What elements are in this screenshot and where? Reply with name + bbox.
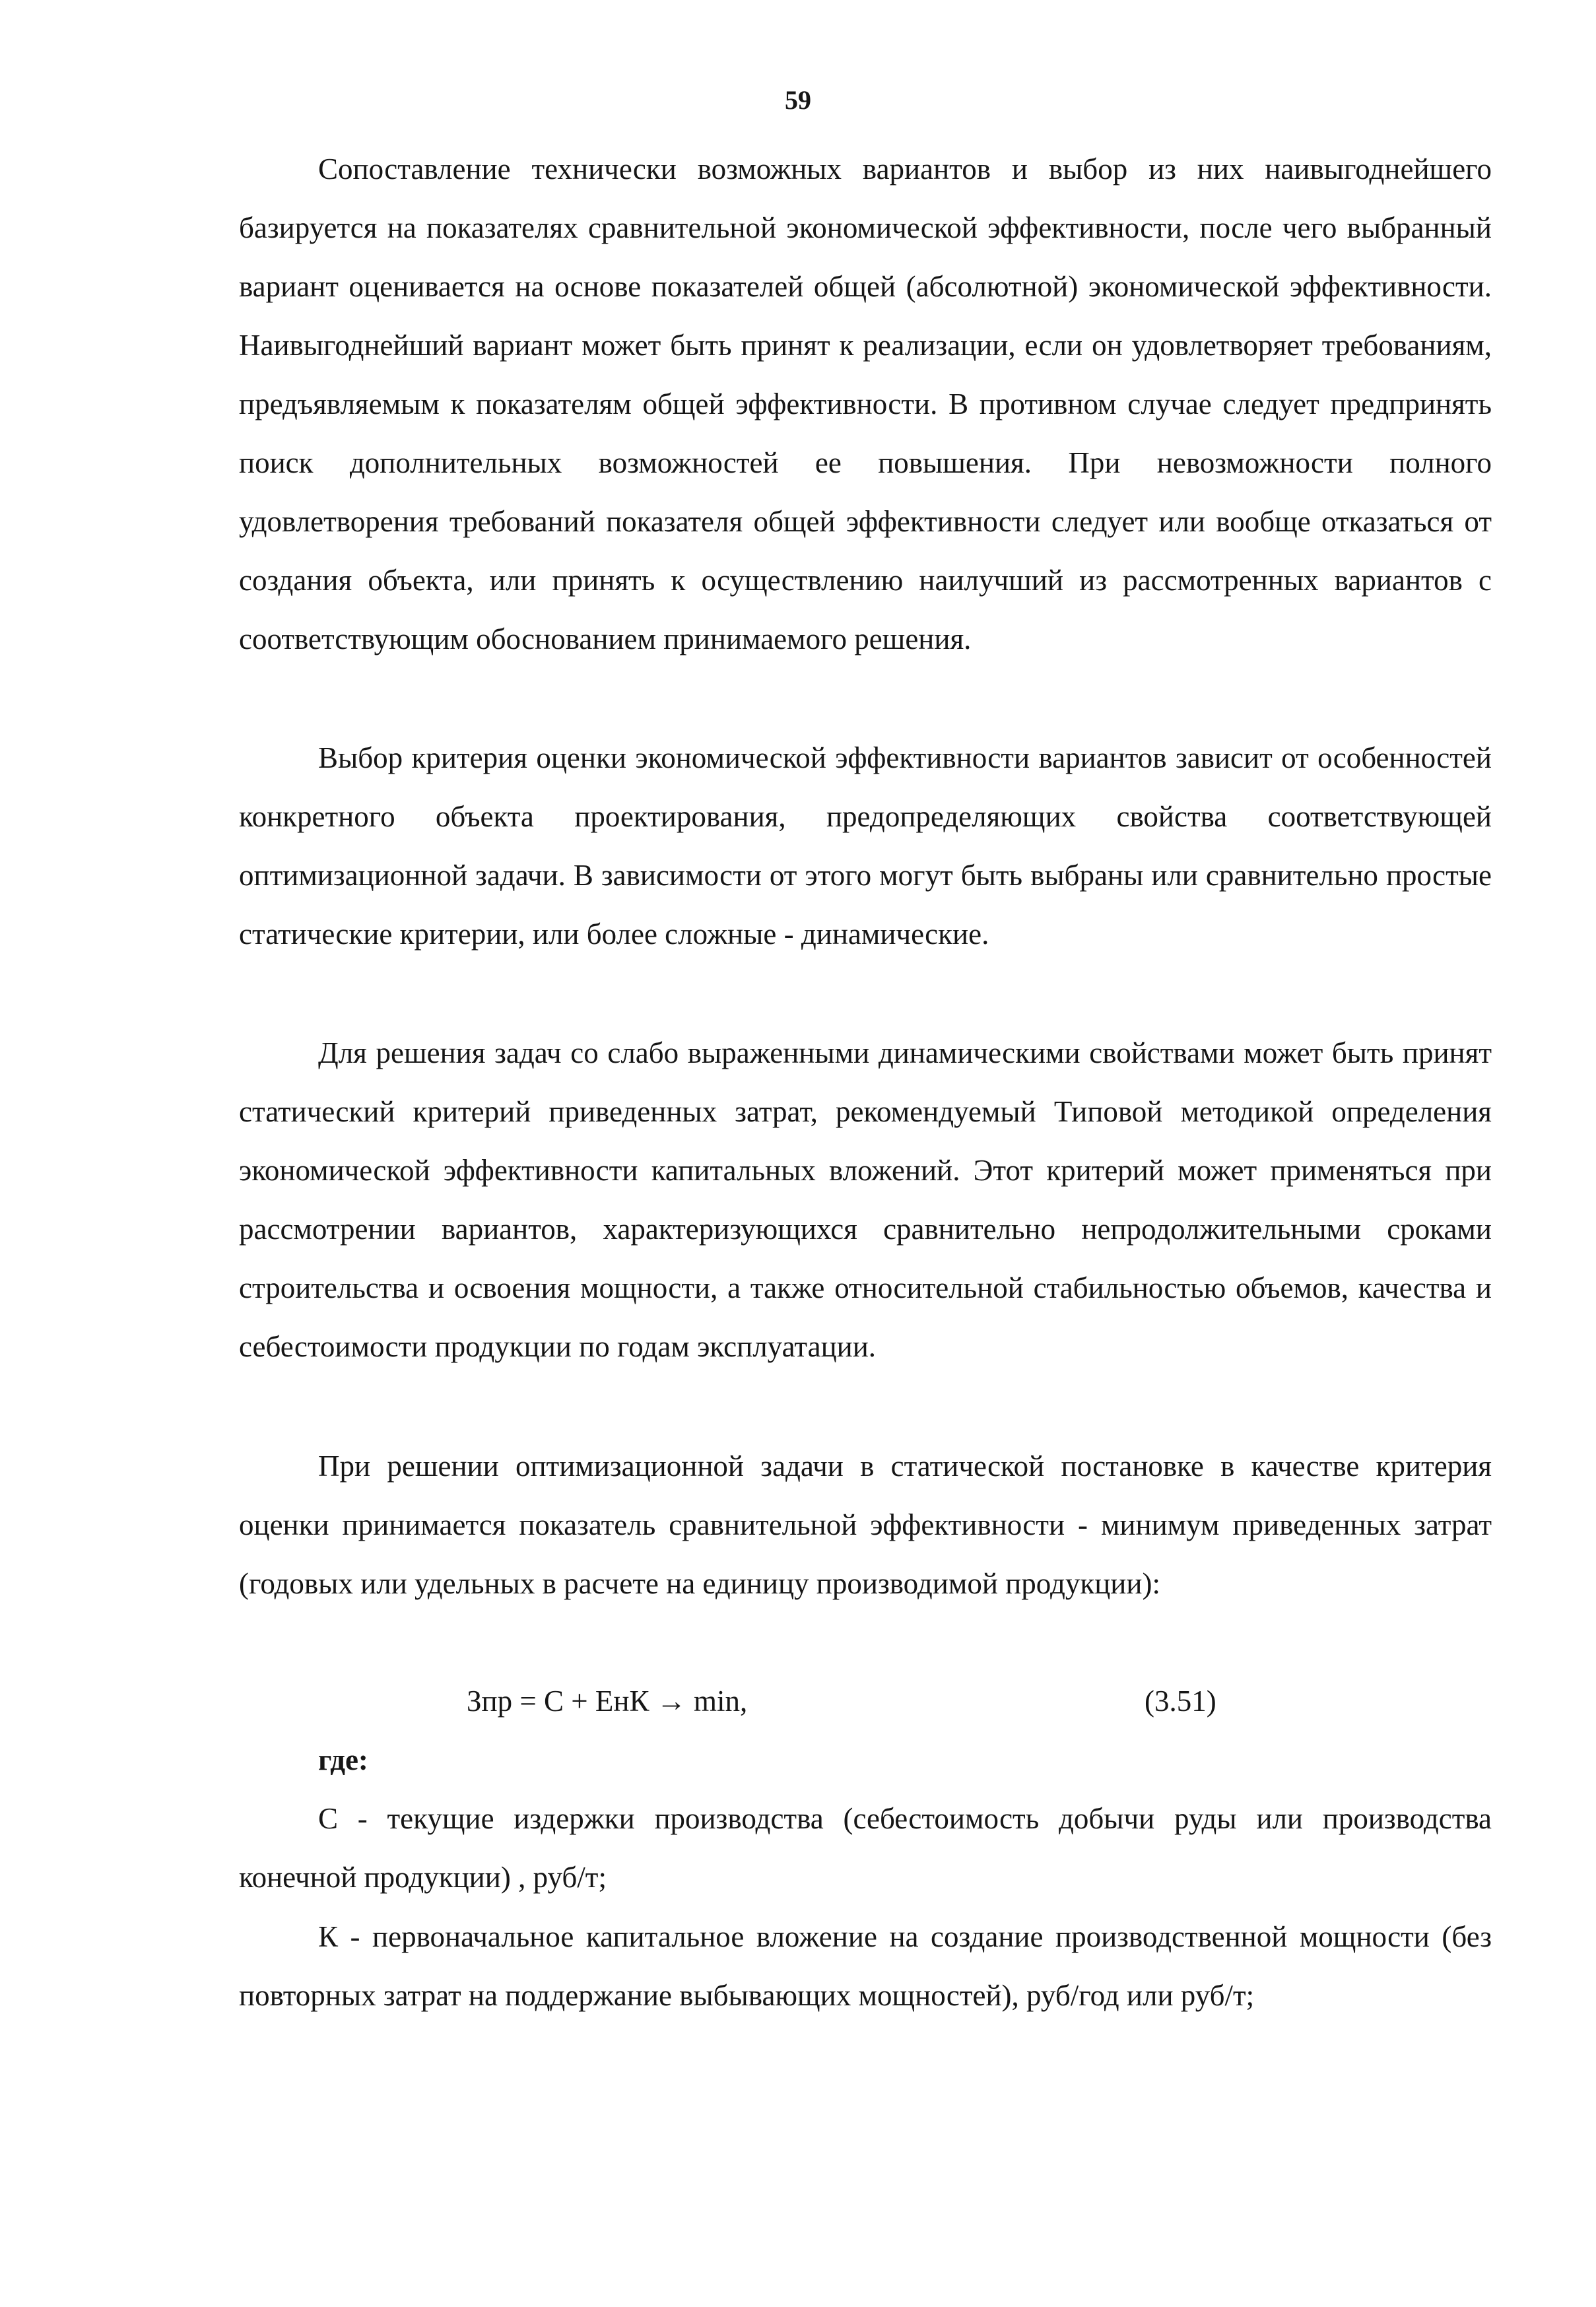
paragraph-4 <box>239 1437 1492 1613</box>
paragraph-text: Выбор критерия оценки экономической эффективности вариантов зависит от особенностей конкретного объекта проектирования, предопределяющих свойства соответствующей оптимизационной задачи. В зависимости от этого могут быть выбраны или сравнительно простые статические критерии, или более сложные - динамические. <box>239 741 1492 951</box>
formula-expression: Зпр = С + ЕнК → min, <box>467 1685 748 1718</box>
paragraph-text: Сопоставление технически возможных вариантов и выбор из них наивыгоднейшего базируется на показателях сравнительной экономической эффективности, после чего выбранный вариант оценивается на основе показателей общей (абсолютной) экономической эффективности. Наивыгоднейший вариант может быть принят к реализации, если он удовлетворяет требованиям, предъявляемым к показателям общей эффективности. В противном случае следует предпринять поиск дополнительных возможностей ее повышения. При невозможности полного удовлетворения требований показателя общей эффективности следует или вообще отказаться от создания объекта, или принять к осуществлению наилучший из рассмотренных вариантов с соответствующим обоснованием принимаемого решения. <box>239 152 1492 655</box>
paragraph-3 <box>239 1024 1492 1376</box>
formula-number: (3.51) <box>1145 1685 1216 1718</box>
paragraph-text: Для решения задач со слабо выраженными динамическими свойствами может быть принят статический критерий приведенных затрат, рекомендуемый Типовой методикой определения экономической эффективности капитальных вложений. Этот критерий может применяться при рассмотрении вариантов, характеризующихся сравнительно непродолжительными сроками строительства и освоения мощности, а также относительной стабильностью объемов, качества и себестоимости продукции по годам эксплуатации. <box>239 1036 1492 1363</box>
definition-c <box>239 1789 1492 1907</box>
paragraph-2 <box>239 729 1492 964</box>
page-number: 59 <box>785 85 811 115</box>
definition-text: С - текущие издержки производства (себестоимость добычи руды или производства конечной продукции) , руб/т; <box>239 1802 1492 1894</box>
definition-k <box>239 1908 1492 2025</box>
paragraph-text: При решении оптимизационной задачи в статической постановке в качестве критерия оценки принимается показатель сравнительной эффективности - минимум приведенных затрат (годовых или удельных в расчете на единицу производимой продукции): <box>239 1450 1492 1600</box>
where-label: где: <box>318 1743 368 1776</box>
formula-row <box>239 1672 1492 1731</box>
paragraph-1 <box>239 140 1492 669</box>
definition-text: К - первоначальное капитальное вложение на создание производственной мощности (без повторных затрат на поддержание выбывающих мощностей), руб/год или руб/т; <box>239 1920 1492 2012</box>
